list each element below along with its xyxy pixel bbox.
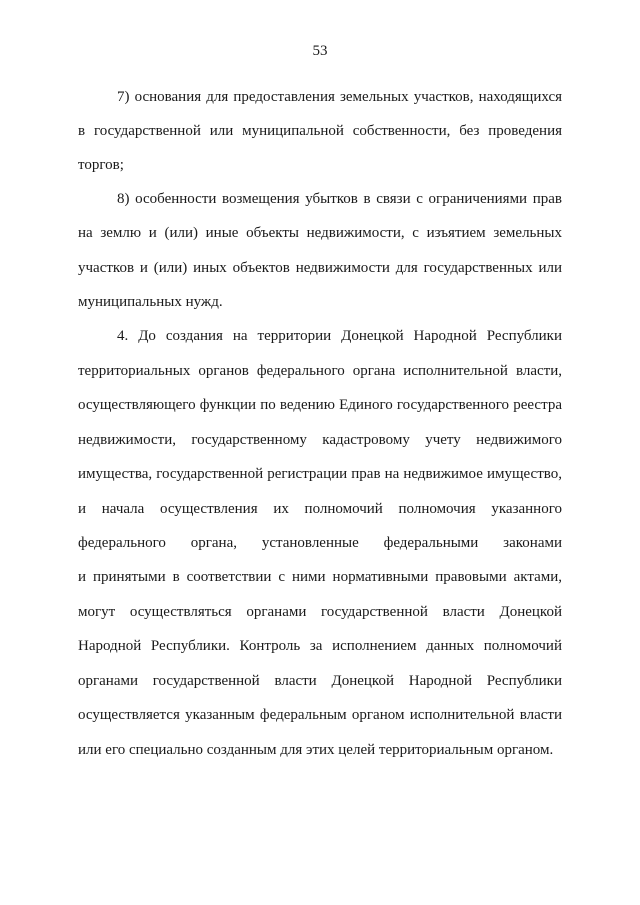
paragraph-4-line-5: имущества, государственной регистрации прав на недвижимое имущество, xyxy=(78,466,562,482)
paragraph-8-line-2: на землю и (или) иные объекты недвижимости, с изъятием земельных xyxy=(78,225,562,241)
paragraph-8-line-1: 8) особенности возмещения убытков в связи с ограничениями прав xyxy=(117,191,562,207)
paragraph-8-line-3: участков и (или) иных объектов недвижимости для государственных или xyxy=(78,260,562,276)
paragraph-4-line-3: осуществляющего функции по ведению Единого государственного реестра xyxy=(78,397,562,413)
page-number: 53 xyxy=(312,43,328,59)
paragraph-7-line-1: 7) основания для предоставления земельных участков, находящихся xyxy=(117,89,562,105)
paragraph-7-line-3: торгов; xyxy=(78,157,124,173)
paragraph-4-line-6: и начала осуществления их полномочий полномочия указанного xyxy=(78,501,562,517)
paragraph-8-line-4: муниципальных нужд. xyxy=(78,294,223,310)
paragraph-4-line-11: органами государственной власти Донецкой Народной Республики xyxy=(78,673,562,689)
paragraph-4-line-10: Народной Республики. Контроль за исполнением данных полномочий xyxy=(78,638,562,654)
paragraph-4-line-9: могут осуществляться органами государственной власти Донецкой xyxy=(78,604,562,620)
paragraph-4-line-12: осуществляется указанным федеральным органом исполнительной власти xyxy=(78,707,562,723)
paragraph-4-line-4: недвижимости, государственному кадастровому учету недвижимого xyxy=(78,432,562,448)
paragraph-7-line-2: в государственной или муниципальной собственности, без проведения xyxy=(78,123,562,139)
paragraph-4-line-13: или его специально созданным для этих целей территориальным органом. xyxy=(78,742,554,758)
paragraph-4-line-7: федерального органа, установленные федеральными законами xyxy=(78,535,562,551)
paragraph-4-line-8: и принятыми в соответствии с ними нормативными правовыми актами, xyxy=(78,569,562,585)
paragraph-4-line-1: 4. До создания на территории Донецкой Народной Республики xyxy=(117,328,562,344)
paragraph-4-line-2: территориальных органов федерального органа исполнительной власти, xyxy=(78,363,562,379)
